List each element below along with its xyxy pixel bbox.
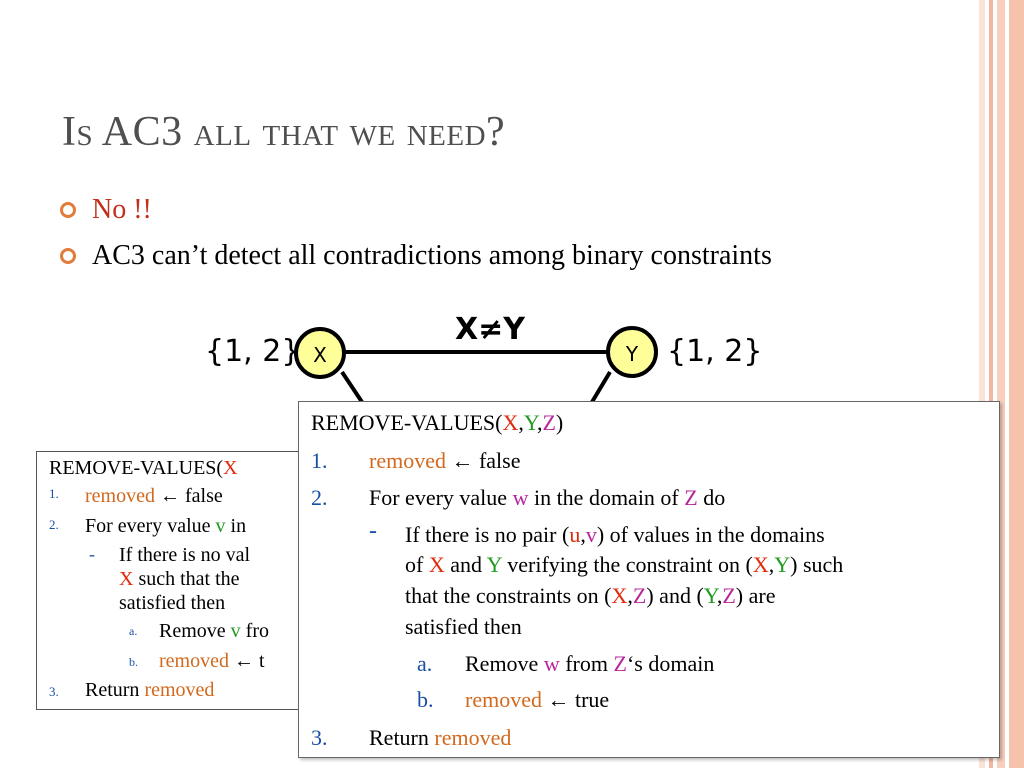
page-title: Is AC3 all that we need? [62,109,506,155]
bullet-item: AC3 can’t detect all contradictions among binary constraints [58,236,878,276]
step-1: removed ← false [85,485,223,507]
condition-line-2: of X and Y verifying the constraint on (X,Y) such [405,552,844,577]
substep-b: removed ← true [465,687,610,712]
substep-letter: a. [417,651,433,676]
step-2: For every value v in [85,515,247,537]
domain-y-label: {1, 2} [667,334,763,369]
condition-line-1: If there is no val [119,544,251,566]
dash-marker: - [369,518,377,544]
substep-letter: a. [129,624,138,638]
substep-letter: b. [417,687,434,712]
bullet-item: No !! [58,190,878,230]
substep-b: removed ← t [159,650,265,672]
box-title: REMOVE-VALUES(X [49,457,238,479]
domain-x-label: {1, 2} [205,334,301,369]
step-number: 1. [49,486,59,501]
step-number: 3. [311,725,328,750]
step-number: 2. [49,517,59,532]
substep-a: Remove v fro [159,620,269,642]
node-y-label: Y [625,342,639,366]
substep-a: Remove w from Z‘s domain [465,651,715,676]
remove-values-box-back [36,451,338,710]
edge-y-z [592,372,610,402]
step-3: Return removed [369,725,512,750]
step-number: 3. [49,684,59,699]
step-3: Return removed [85,679,215,701]
step-number: 1. [311,448,328,473]
condition-line-4: satisfied then [405,614,522,639]
condition-line-3: satisfied then [119,592,226,614]
step-number: 2. [311,485,328,510]
box-title: REMOVE-VALUES(X,Y,Z) [311,410,564,435]
step-1: removed ← false [369,448,521,473]
condition-line-3: that the constraints on (X,Z) and (Y,Z) are [405,583,776,608]
remove-values-box-front [298,401,1000,758]
substep-letter: b. [129,655,138,669]
node-x-label: X [313,343,327,367]
dash-marker: - [89,544,95,564]
step-2: For every value w in the domain of Z do [369,485,726,510]
edge-x-z [342,372,362,402]
condition-line-2: X such that the [119,568,240,590]
edge-label: X≠Y [455,312,525,347]
condition-line-1: If there is no pair (u,v) of values in the domains [405,522,825,547]
